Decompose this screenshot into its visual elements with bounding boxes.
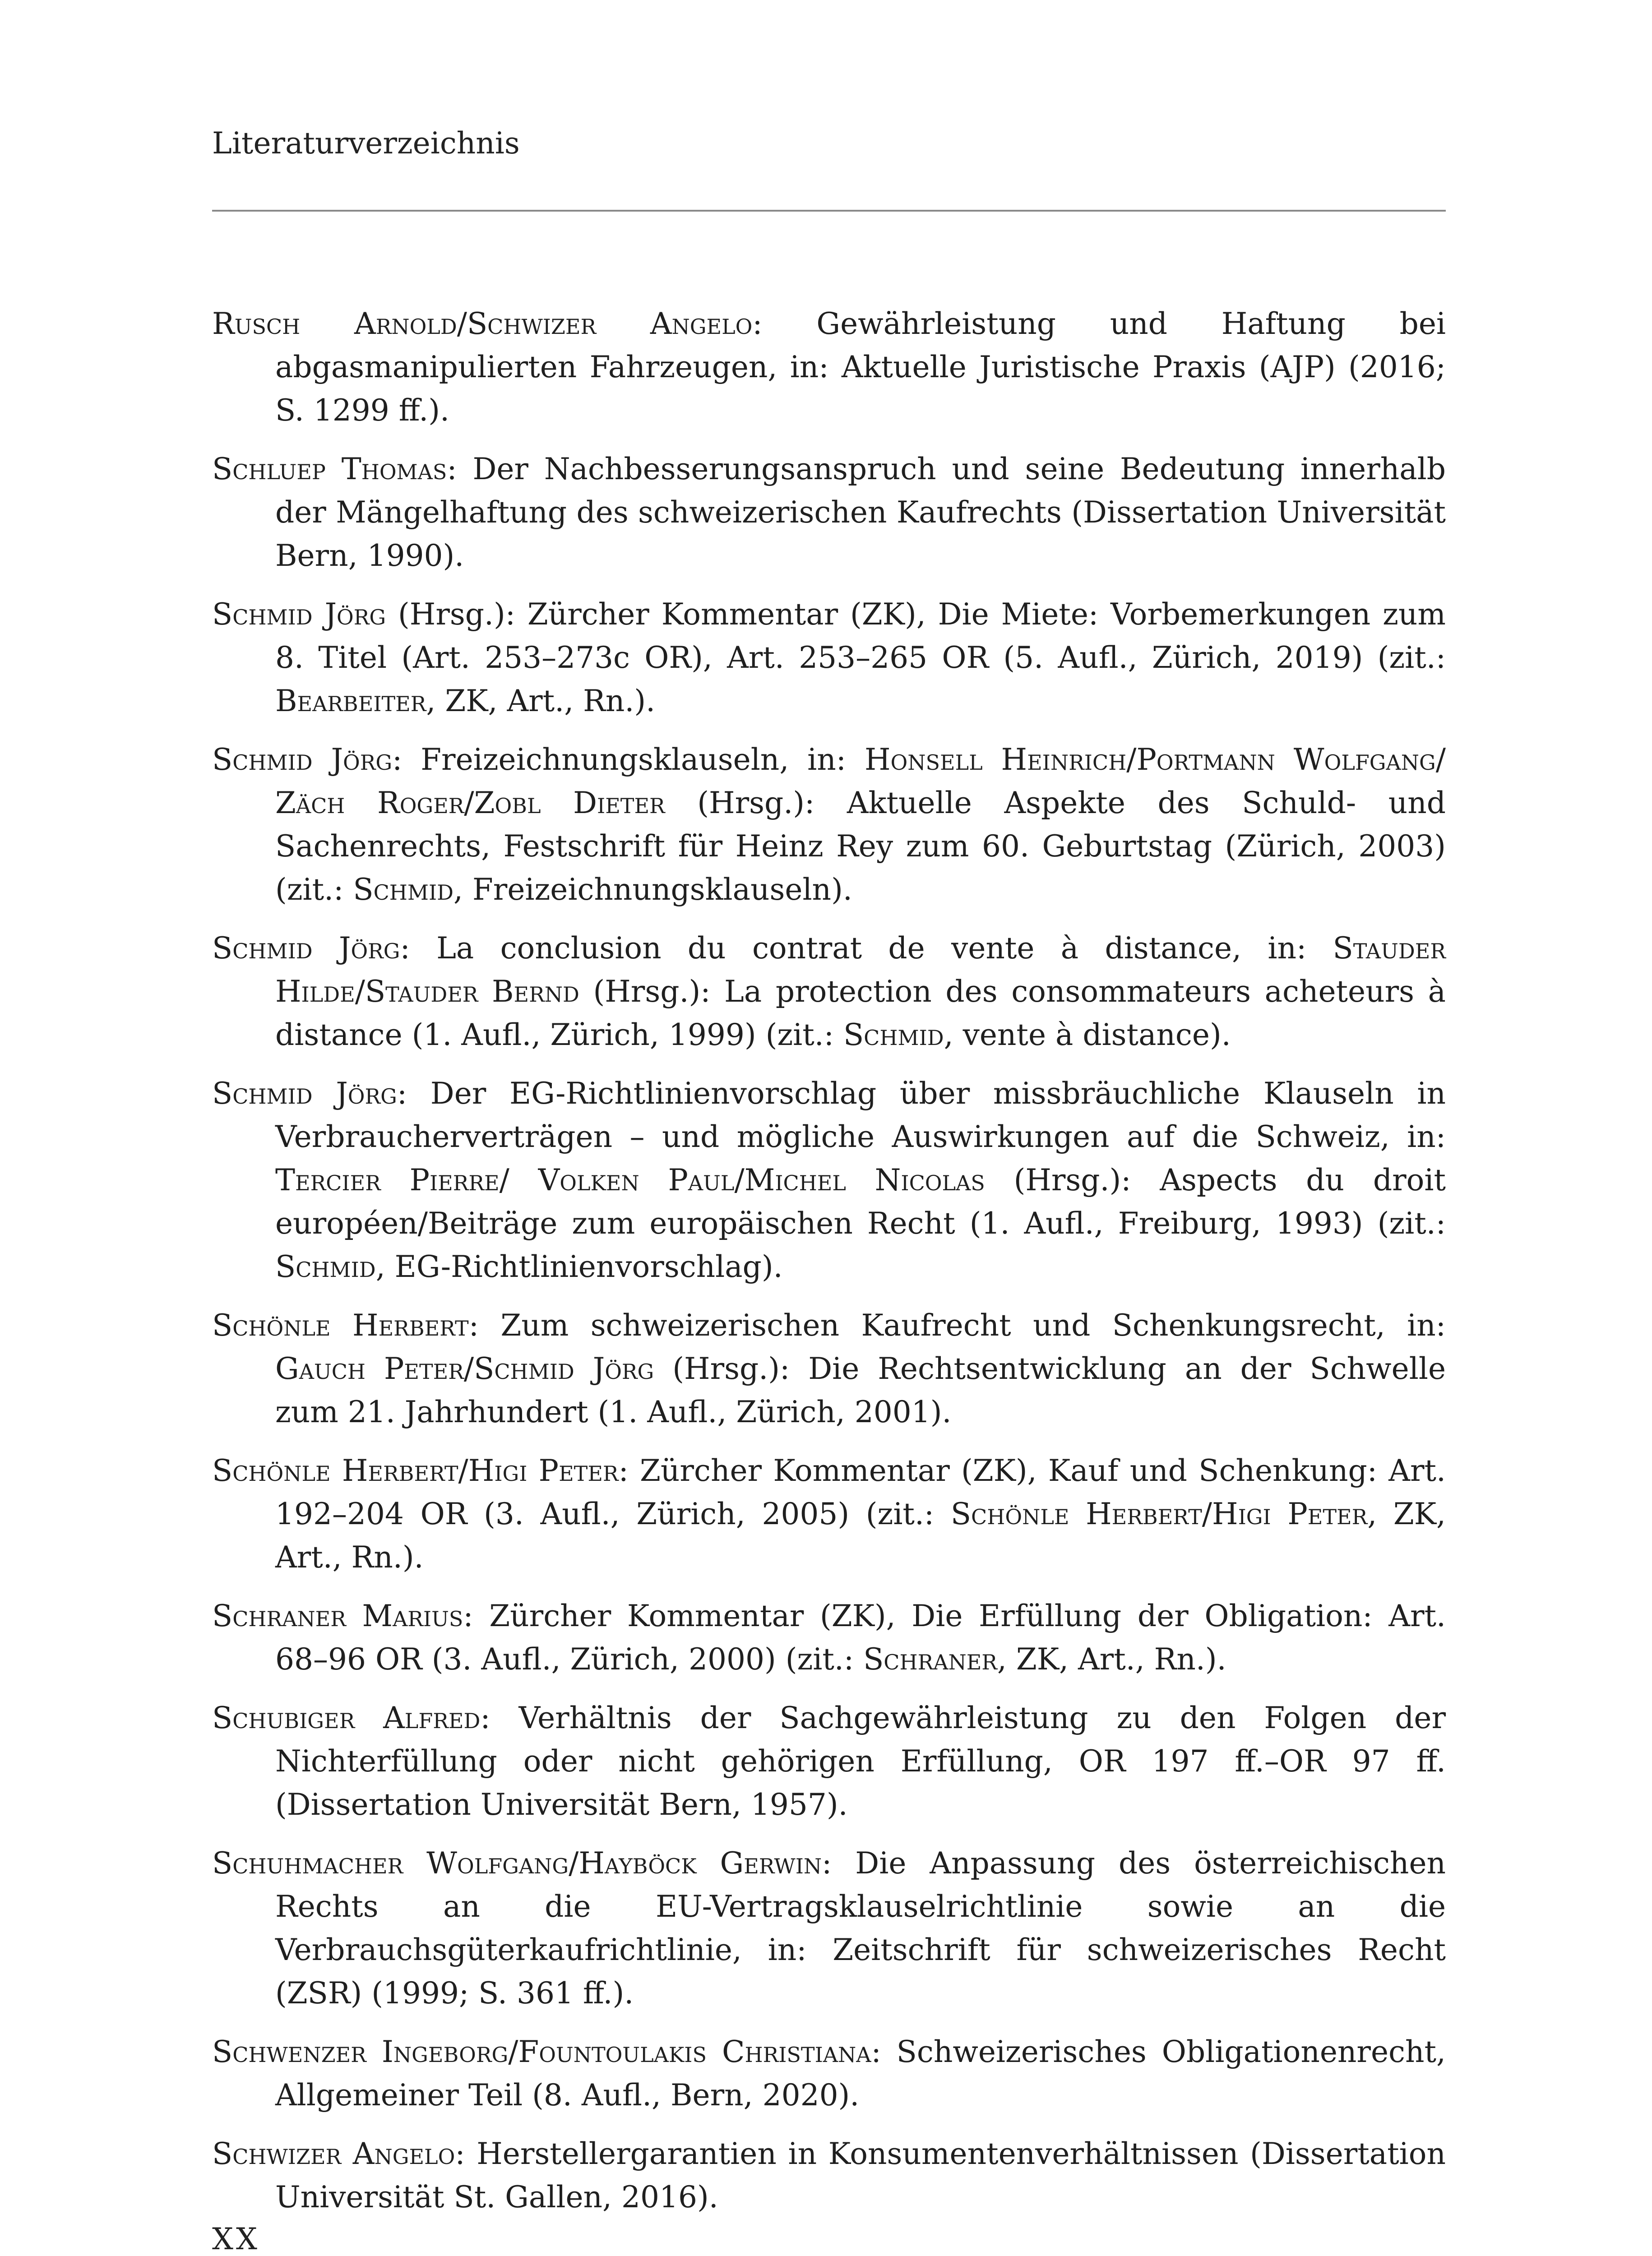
entry-text: : Schweizerisches Obligationenrecht, Allgemeiner Teil (8. Aufl., Bern, 2020). (275, 2034, 1446, 2113)
entry-text: : La conclusion du contrat de vente à distance, in: (400, 931, 1333, 966)
entry-text-continued: (Hrsg.): La protection des consommateurs acheteurs à distance (1. Aufl., Zürich, 1999) (zit.: (275, 974, 1446, 1052)
entry-citation-tail: , ZK, Art., Rn.). (426, 684, 656, 718)
entry-text: (Hrsg.): Zürcher Kommentar (ZK), Die Miete: Vorbemerkungen zum 8. Titel (Art. 253–273c OR), Art. 253–265 OR (5. Aufl., Zürich, 2019) (zit.: (275, 597, 1446, 675)
entry-editors: Stauder Hilde/Stauder Bernd (275, 931, 1446, 1009)
bibliography-entry (212, 593, 1446, 723)
bibliography-entry (212, 448, 1446, 578)
entry-author: Schmid Jörg (212, 1076, 397, 1111)
entry-citation-name: Schmid (843, 1017, 944, 1052)
entry-text-continued: (Hrsg.): Aktuelle Aspekte des Schuld- und Sachenrechts, Festschrift für Heinz Rey zum 60. Geburtstag (Zürich, 2003) (zit.: (275, 786, 1446, 907)
entry-citation-name: Schmid (353, 872, 454, 907)
entry-author: Schwenzer Ingeborg/Fountoulakis Christiana (212, 2034, 871, 2069)
entry-editors: Tercier Pierre/ Volken Paul/Michel Nicolas (275, 1163, 985, 1197)
entry-citation-name: Schraner (863, 1642, 997, 1677)
entry-author: Schmid Jörg (212, 931, 400, 966)
bibliography-entry (212, 738, 1446, 911)
entry-text: : Herstellergarantien in Konsumentenverhältnissen (Dissertation Universität St. Gallen, 2016). (275, 2136, 1446, 2214)
entry-author: Schluep Thomas (212, 452, 447, 486)
entry-text: : Zum schweizerischen Kaufrecht und Schenkungsrecht, in: (468, 1308, 1446, 1343)
entry-author: Schubiger Alfred (212, 1701, 481, 1735)
bibliography-entry (212, 302, 1446, 432)
entry-text: : Freizeichnungsklauseln, in: (392, 742, 865, 777)
entry-author: Schönle Herbert (212, 1308, 469, 1343)
entry-citation-tail: , ZK, Art., Rn.). (997, 1642, 1226, 1677)
entry-editors: Gauch Peter/Schmid Jörg (275, 1351, 654, 1386)
entry-text: : Der Nachbesserungsanspruch und seine Bedeutung innerhalb der Mängelhaftung des schweizerischen Kaufrechts (Dissertation Universität Bern, 1990). (275, 452, 1446, 573)
entry-author: Schuhmacher Wolfgang/Hayböck Gerwin (212, 1846, 822, 1881)
bibliography-entry (212, 1595, 1446, 1681)
entry-author: Rusch Arnold/Schwizer Angelo (212, 306, 753, 341)
entry-text: : Zürcher Kommentar (ZK), Die Erfüllung der Obligation: Art. 68–96 OR (3. Aufl., Zürich, 2000) (zit.: (275, 1599, 1446, 1677)
bibliography-entry (212, 1842, 1446, 2015)
entry-text: : Verhältnis der Sachgewährleistung zu den Folgen der Nichterfüllung oder nicht gehörigen Erfüllung, OR 197 ff.–OR 97 ff. (Dissertation Universität Bern, 1957). (275, 1701, 1446, 1822)
bibliography-entry (212, 2030, 1446, 2117)
entry-text-continued: (Hrsg.): Die Rechtsentwicklung an der Schwelle zum 21. Jahrhundert (1. Aufl., Zürich, 2001). (275, 1351, 1446, 1429)
entry-text: : Die Anpassung des österreichischen Rechts an die EU-Vertragsklauselrichtlinie sowie an die Verbrauchsgüterkaufrichtlinie, in: Zeitschrift für schweizerisches Recht (ZSR) (1999; S. 361 ff.). (275, 1846, 1446, 2011)
bibliography-list (212, 302, 1446, 2234)
bibliography-entry (212, 1697, 1446, 1826)
bibliography-entry (212, 927, 1446, 1057)
bibliography-entry (212, 1449, 1446, 1579)
bibliography-entry (212, 1304, 1446, 1434)
entry-author: Schmid Jörg (212, 742, 393, 777)
entry-citation-tail: , Freizeichnungsklauseln). (453, 872, 852, 907)
entry-citation-tail: , vente à distance). (944, 1017, 1231, 1052)
page-number: XX (212, 2222, 260, 2256)
bibliography-entry (212, 1072, 1446, 1289)
entry-citation-tail: , EG-Richtlinienvorschlag). (375, 1249, 783, 1284)
bibliography-entry (212, 2132, 1446, 2219)
entry-text: : Gewährleistung und Haftung bei abgasmanipulierten Fahrzeugen, in: Aktuelle Juristische Praxis (AJP) (2016; S. 1299 ff.). (275, 306, 1446, 428)
entry-author: Schönle Herbert/Higi Peter (212, 1453, 619, 1488)
running-head: Literaturverzeichnis (212, 126, 520, 161)
entry-text: : Der EG-Richtlinienvorschlag über missbräuchliche Klauseln in Verbraucherverträgen – und mögliche Auswirkungen auf die Schweiz, in: (275, 1076, 1446, 1154)
entry-author: Schmid Jörg (212, 597, 386, 632)
entry-citation-name: Schmid (275, 1249, 376, 1284)
entry-author: Schraner Marius (212, 1599, 463, 1633)
entry-text-continued: (Hrsg.): Aspects du droit européen/Beiträge zum europäischen Recht (1. Aufl., Freiburg, 1993) (zit.: (275, 1163, 1446, 1241)
entry-text: : Zürcher Kommentar (ZK), Kauf und Schenkung: Art. 192–204 OR (3. Aufl., Zürich, 2005) (zit.: (275, 1453, 1446, 1531)
entry-editors: Honsell Heinrich/Portmann Wolfgang/ Zäch Roger/Zobl Dieter (275, 742, 1446, 820)
entry-citation-name: Bearbeiter (275, 684, 426, 718)
entry-author: Schwizer Angelo (212, 2136, 455, 2171)
entry-citation-name: Schönle Herbert/Higi Peter (950, 1497, 1368, 1531)
entry-citation-tail: , ZK, Art., Rn.). (275, 1497, 1446, 1575)
header-rule (212, 210, 1446, 212)
